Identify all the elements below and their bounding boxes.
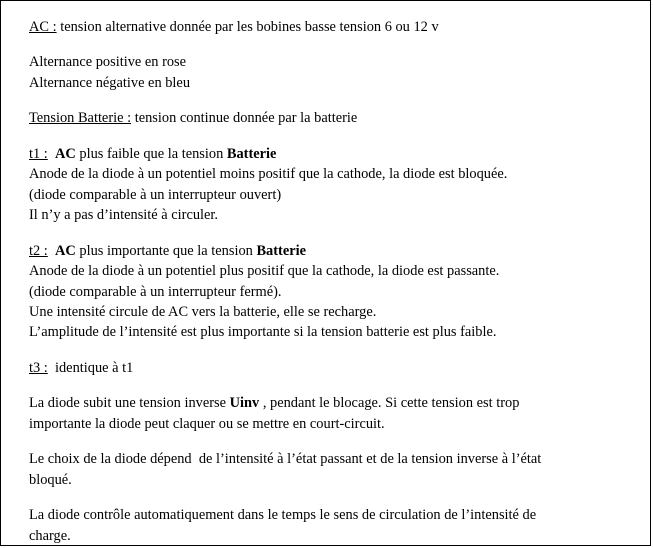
- text-run-bold: Batterie: [256, 242, 306, 259]
- section-t2: [29, 241, 628, 343]
- spacer: [29, 226, 628, 241]
- section-tension-inverse: [29, 393, 628, 434]
- label-uinv: Uinv: [229, 395, 260, 412]
- text-run-bold: Batterie: [226, 145, 277, 162]
- text-line: Alternance positive en rose: [29, 54, 187, 71]
- text-line: [29, 393, 628, 413]
- label-ac: AC :: [29, 19, 57, 35]
- text-run: plus importante que la tension: [75, 242, 257, 259]
- spacer: [29, 490, 628, 505]
- text-run: [48, 146, 55, 162]
- label-t1: t1 :: [29, 145, 48, 162]
- spacer: [29, 129, 628, 144]
- text-line: L’amplitude de l’intensité est plus importante si la tension batterie est plus faible.: [29, 324, 497, 341]
- section-controle: [29, 505, 628, 546]
- text-run-bold: AC: [55, 145, 76, 162]
- text-run: La diode subit une tension inverse: [29, 395, 230, 412]
- section-choix-diode: [29, 449, 628, 490]
- spacer: [29, 343, 628, 358]
- text-line: La diode contrôle automatiquement dans le temps le sens de circulation de l’intensité de: [29, 507, 537, 524]
- text-run: plus faible que la tension: [75, 145, 227, 162]
- text-run: identique à t1: [47, 359, 134, 376]
- section-t1: [29, 144, 628, 226]
- text-run: [48, 243, 55, 259]
- spacer: [29, 37, 628, 52]
- document-body: [1, 1, 650, 546]
- text-line: Anode de la diode à un potentiel moins positif que la cathode, la diode est bloquée.: [29, 166, 508, 183]
- label-tension-batterie: Tension Batterie :: [29, 110, 132, 127]
- text-run: tension continue donnée par la batterie: [131, 110, 358, 127]
- text-line: importante la diode peut claquer ou se mettre en court-circuit.: [29, 415, 385, 432]
- text-line: charge.: [29, 527, 71, 544]
- section-ac-definition: [29, 17, 628, 37]
- section-tension-batterie: [29, 108, 628, 128]
- text-line: [29, 17, 628, 37]
- text-line: Une intensité circule de AC vers la batterie, elle se recharge.: [29, 303, 377, 320]
- label-t3: t3 :: [29, 359, 48, 376]
- text-line: Anode de la diode à un potentiel plus positif que la cathode, la diode est passante.: [29, 263, 500, 280]
- text-line: (diode comparable à un interrupteur ouvert): [29, 186, 282, 203]
- text-run: , pendant le blocage. Si cette tension est trop: [259, 395, 520, 412]
- text-line: Il n’y a pas d’intensité à circuler.: [29, 207, 219, 224]
- section-alternance: [29, 52, 628, 93]
- text-line: [29, 108, 628, 128]
- text-run-bold: AC: [55, 242, 76, 259]
- text-run: tension alternative donnée par les bobines basse tension 6 ou 12 v: [56, 19, 439, 35]
- text-line: [29, 358, 628, 378]
- spacer: [29, 434, 628, 449]
- text-line: [29, 241, 628, 261]
- text-line: Alternance négative en bleu: [29, 74, 191, 91]
- section-t3: [29, 358, 628, 378]
- text-line: bloqué.: [29, 471, 72, 488]
- text-line: Le choix de la diode dépend de l’intensité à l’état passant et de la tension inverse à l’état: [29, 451, 542, 468]
- label-t2: t2 :: [29, 242, 48, 259]
- text-line: [29, 144, 628, 164]
- spacer: [29, 93, 628, 108]
- spacer: [29, 378, 628, 393]
- text-line: (diode comparable à un interrupteur fermé).: [29, 283, 282, 300]
